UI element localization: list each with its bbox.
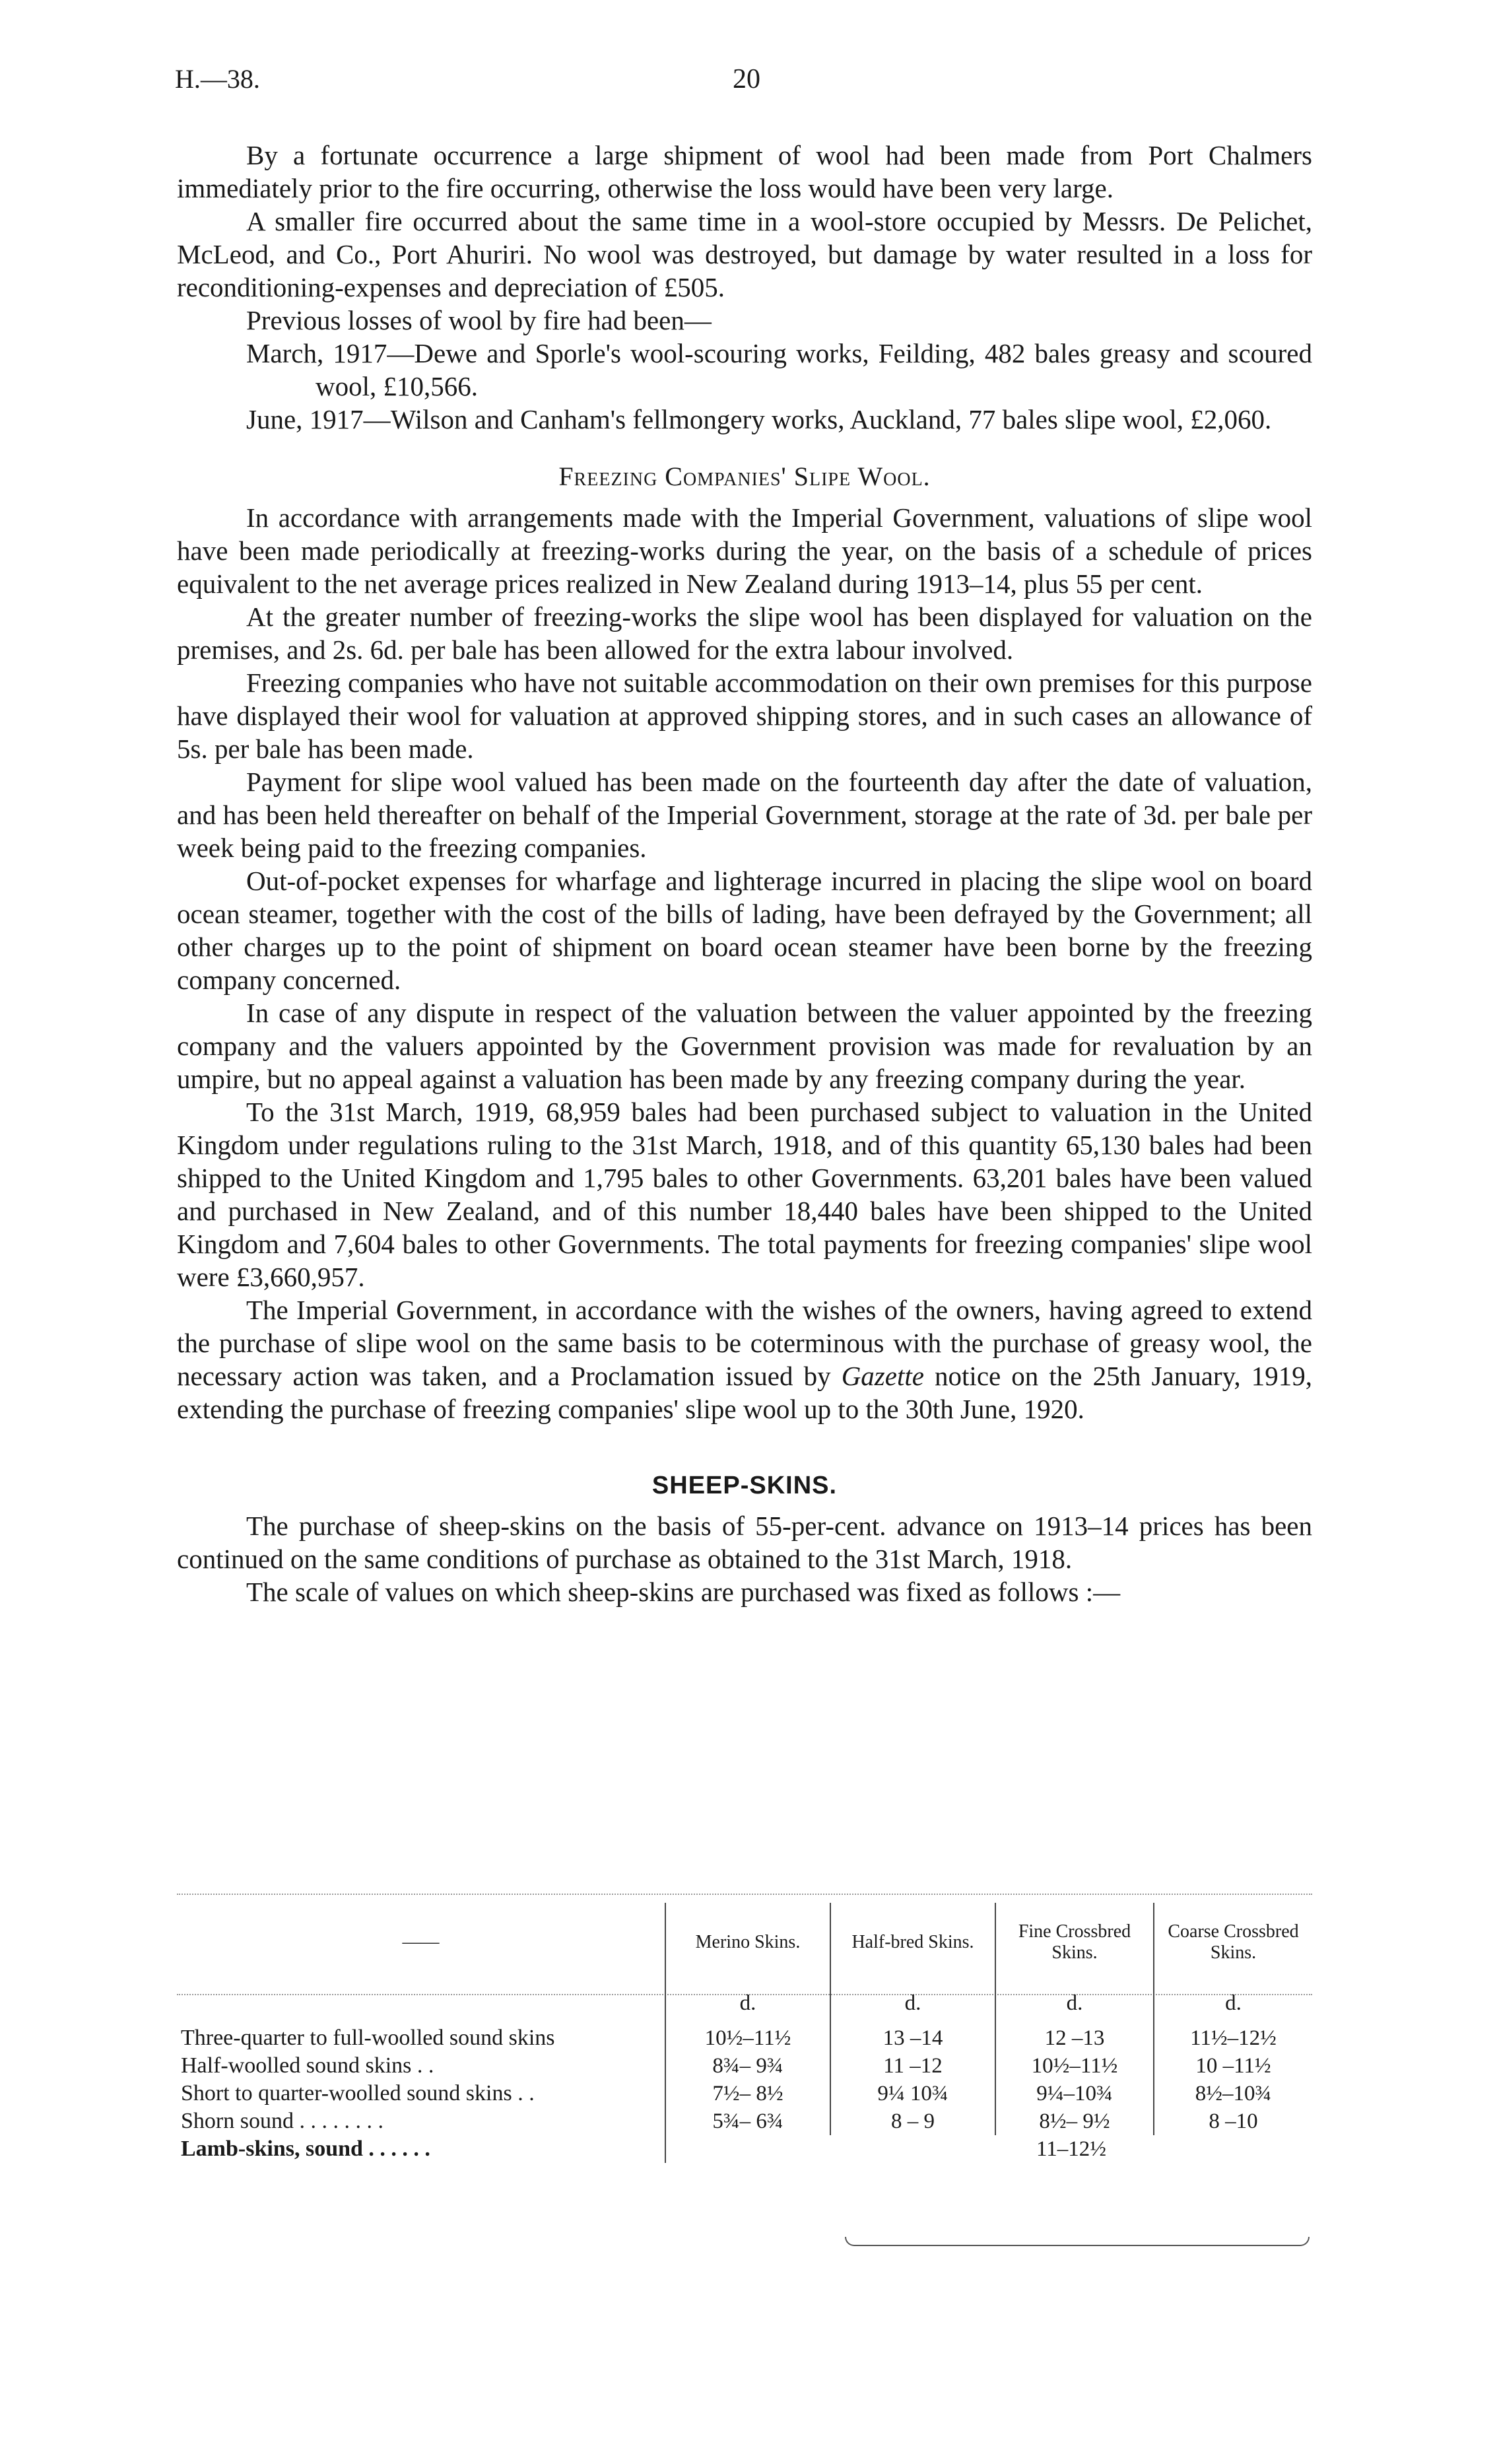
- table-cell: 9¼–10¾: [995, 2080, 1154, 2107]
- row-label: Three-quarter to full-woolled sound skins: [181, 2026, 555, 2050]
- col-header-merino: Merino Skins.: [665, 1903, 830, 1982]
- unit-label: d.: [665, 1982, 830, 2024]
- row-label: Half-woolled sound skins . .: [181, 2053, 434, 2078]
- page-header: [0, 63, 1497, 103]
- loss-entry: March, 1917—Dewe and Sporle's wool-scouring works, Feilding, 482 bales greasy and scoured wool, £10,566.: [246, 338, 1312, 401]
- table-cell: 10 –11½: [1154, 2052, 1312, 2080]
- table-row: [177, 2080, 1312, 2107]
- table-cell: 5¾– 6¾: [665, 2107, 830, 2135]
- paragraph: The purchase of sheep-skins on the basis of 55-per-cent. advance on 1913–14 prices has been continued on the same conditions of purchase as obtained to the 31st March, 1918.: [177, 1511, 1312, 1574]
- grouping-brace: [845, 2237, 1310, 2246]
- col-header-coarse-crossbred: Coarse Crossbred Skins.: [1154, 1903, 1312, 1982]
- table-row: [177, 2107, 1312, 2135]
- table-cell: 11½–12½: [1154, 2024, 1312, 2052]
- paragraph: To the 31st March, 1919, 68,959 bales had been purchased subject to valuation in the United Kingdom under regulations ruling to the 31st March, 1918, and of this quantity 65,130 bales had been shipped to the United Kingdom and 1,795 bales to other Governments. 63,201 bales have been valued and purchased in New Zealand, and of this number 18,440 bales have been shipped to the United Kingdom and 7,604 bales to other Governments. The total payments for freezing companies' slipe wool were £3,660,957.: [177, 1097, 1312, 1292]
- table-cell: 8 –10: [1154, 2107, 1312, 2135]
- lamb-value: 11–12½: [1036, 2137, 1107, 2161]
- page-number: 20: [733, 64, 760, 94]
- unit-label: d.: [1154, 1982, 1312, 2024]
- paragraph: Freezing companies who have not suitable accommodation on their own premises for this purpose have displayed their wool for valuation at approved shipping stores, and in such cases an allowance of 5s. per bale has been made.: [177, 667, 1312, 764]
- table-cell: 8½– 9½: [995, 2107, 1154, 2135]
- sheepskins-heading: SHEEP-SKINS.: [651, 1472, 838, 1499]
- report-reference: H.—38.: [175, 64, 260, 94]
- unit-label: d.: [830, 1982, 995, 2024]
- table-row-lamb: [177, 2135, 1312, 2163]
- col-header-half-bred: Half-bred Skins.: [830, 1903, 995, 1982]
- table-row: [177, 2024, 1312, 2052]
- document-body: [177, 139, 1312, 1608]
- paragraph: The scale of values on which sheep-skins are purchased was fixed as follows :—: [246, 1577, 1121, 1607]
- unit-label: d.: [995, 1982, 1154, 2024]
- table-cell: 8¾– 9¾: [665, 2052, 830, 2080]
- paragraph: By a fortunate occurrence a large shipment of wool had been made from Port Chalmers immediately prior to the fire occurring, otherwise the loss would have been very large.: [177, 140, 1312, 203]
- row-label: Shorn sound . . . . . . . .: [181, 2109, 383, 2133]
- paragraph: In accordance with arrangements made with the Imperial Government, valuations of slipe wool have been made periodically at freezing-works during the year, on the basis of a schedule of prices equivalent to the net average prices realized in New Zealand during 1913–14, plus 55 per cent.: [177, 502, 1312, 599]
- paragraph: In case of any dispute in respect of the valuation between the valuer appointed by the freezing company and the valuers appointed by the Government provision was made for revaluation by an umpire, but no appeal against a valuation has been made by any freezing company during the year.: [177, 998, 1312, 1094]
- table-cell: 9¼ 10¾: [830, 2080, 995, 2107]
- table-cell: 7½– 8½: [665, 2080, 830, 2107]
- col-header-fine-crossbred: Fine Crossbred Skins.: [995, 1903, 1154, 1982]
- table-cell: 10½–11½: [665, 2024, 830, 2052]
- paragraph: At the greater number of freezing-works the slipe wool has been displayed for valuation on the premises, and 2s. 6d. per bale has been allowed for the extra labour involved.: [177, 601, 1312, 665]
- table-cell: 11 –12: [830, 2052, 995, 2080]
- gazette-italic: Gazette: [841, 1361, 924, 1391]
- paragraph: A smaller fire occurred about the same time in a wool-store occupied by Messrs. De Pelichet, McLeod, and Co., Port Ahuriri. No wool was destroyed, but damage by water resulted in a loss for reconditioning-expenses and depreciation of £505.: [177, 206, 1312, 302]
- paragraph: Previous losses of wool by fire had been—: [246, 305, 712, 335]
- blank-header: ——: [402, 1932, 440, 1952]
- lamb-label: Lamb-skins, sound . . . . . .: [181, 2137, 430, 2161]
- table-row: [177, 2052, 1312, 2080]
- loss-entry: June, 1917—Wilson and Canham's fellmongery works, Auckland, 77 bales slipe wool, £2,060.: [246, 404, 1272, 434]
- slipe-wool-heading: Freezing Companies' Slipe Wool.: [558, 462, 931, 491]
- table-cell: 8 – 9: [830, 2107, 995, 2135]
- table-cell: 8½–10¾: [1154, 2080, 1312, 2107]
- paragraph: Payment for slipe wool valued has been made on the fourteenth day after the date of valuation, and has been held thereafter on behalf of the Imperial Government, storage at the rate of 3d. per bale per week being paid to the freezing companies.: [177, 767, 1312, 863]
- row-label: Short to quarter-woolled sound skins . .: [181, 2081, 535, 2105]
- table-cell: 13 –14: [830, 2024, 995, 2052]
- table-cell: 10½–11½: [995, 2052, 1154, 2080]
- paragraph: Out-of-pocket expenses for wharfage and lighterage incurred in placing the slipe wool on board ocean steamer, together with the cost of the bills of lading, have been defrayed by the Government; all other charges up to the point of shipment on board ocean steamer have been borne by the freezing company concerned.: [177, 866, 1312, 995]
- table-top-rule: [177, 1894, 1312, 1895]
- proclamation-paragraph: The Imperial Government, in accordance with the wishes of the owners, having agreed to extend the purchase of slipe wool on the same basis to be coterminous with the purchase of greasy wool, the necessary action was taken, and a Proclamation issued by Gazette notice on the 25th January, 1919, extending the purchase of freezing companies' slipe wool up to the 30th June, 1920.: [177, 1295, 1312, 1424]
- sheepskin-scale-table: [177, 1903, 1312, 2163]
- table-cell: 12 –13: [995, 2024, 1154, 2052]
